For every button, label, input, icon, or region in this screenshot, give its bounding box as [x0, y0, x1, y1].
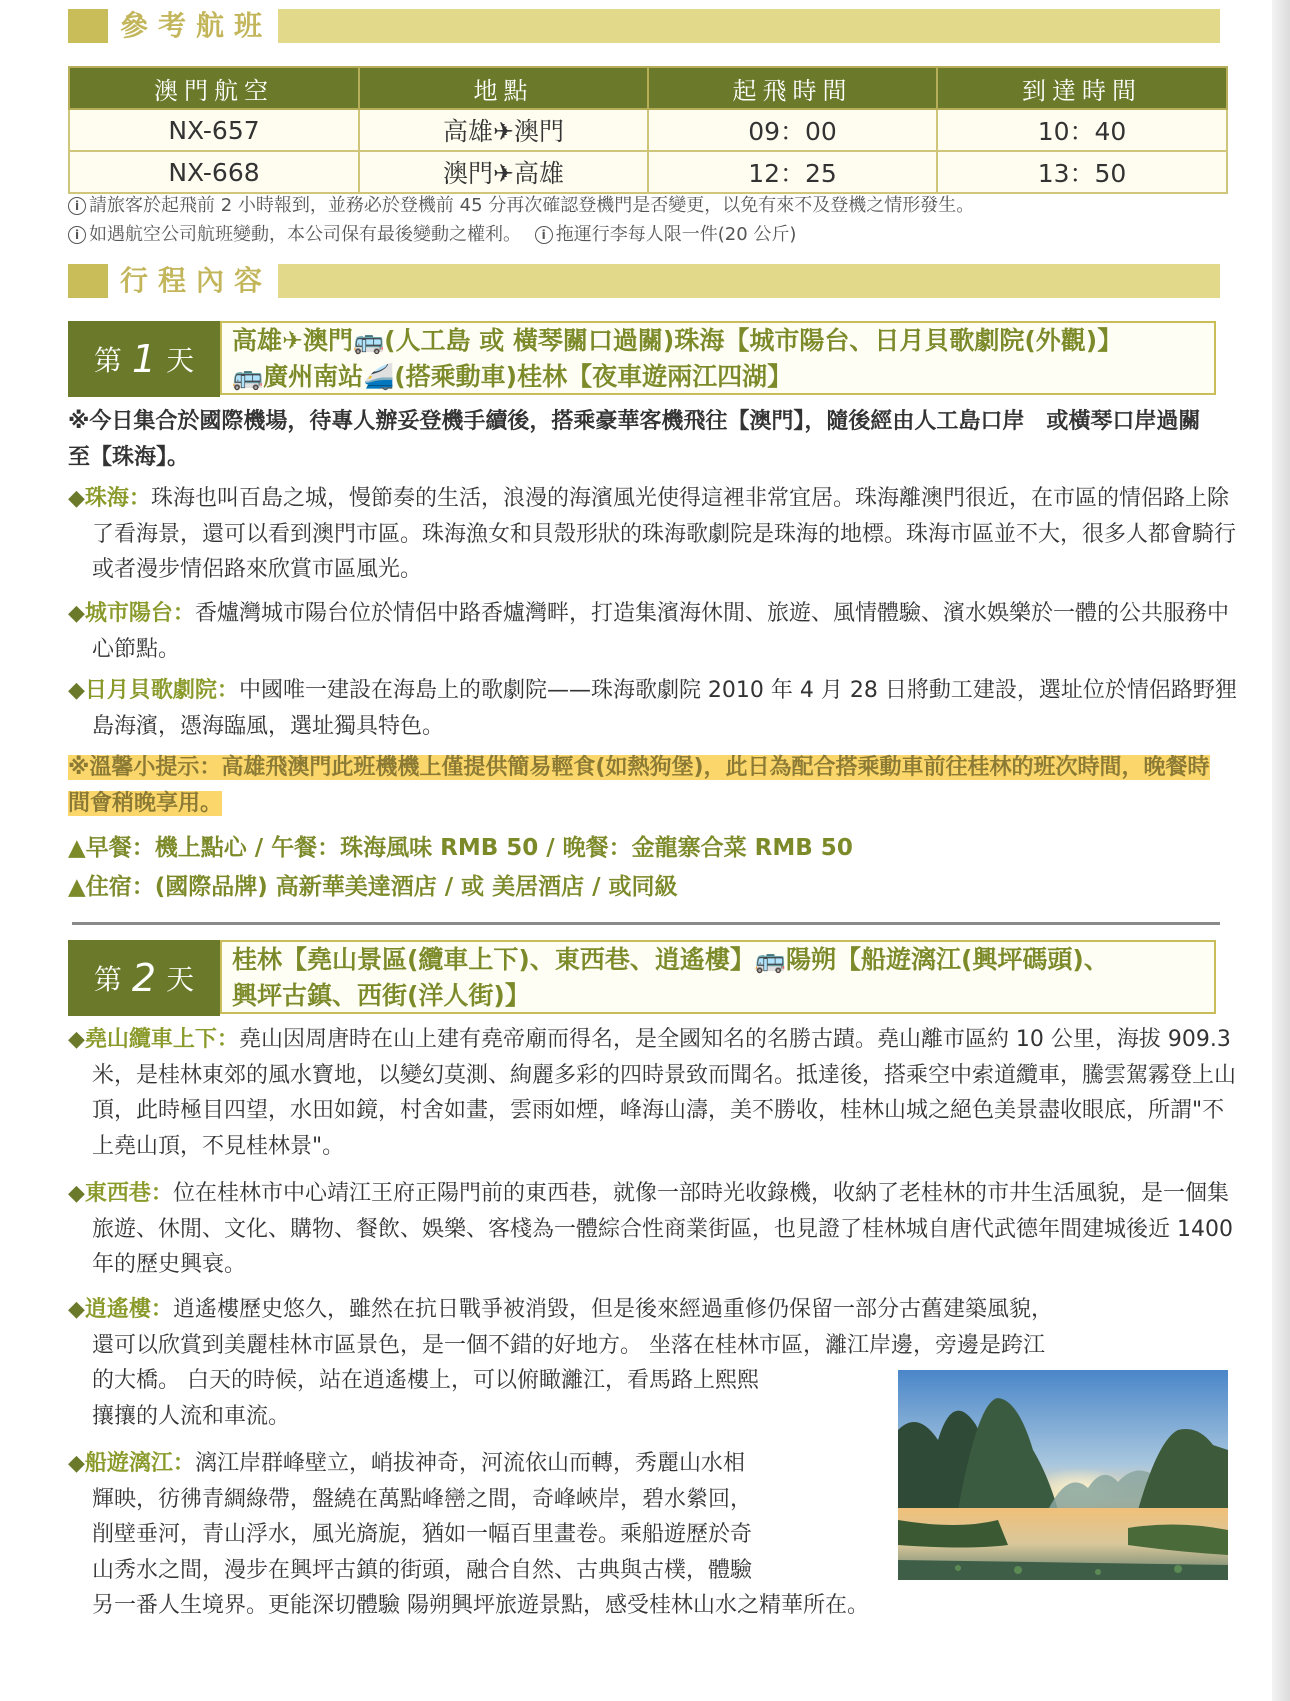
- day-2-badge: 第 2 天: [68, 940, 220, 1016]
- landscape-image: [898, 1370, 1228, 1580]
- table-cell: 12：25: [648, 151, 937, 193]
- list-item: ◆船遊漓江：漓江岸群峰壁立，峭拔神奇，河流依山而轉，秀麗山水相 輝映，彷彿青綢綠帶，盤繞在萬點峰巒之間，奇峰峽岸，碧水縈回， 削壁垂河，青山浮水，風光旖旎，猶如一幅百里畫卷。乘船遊歷於奇 山秀水之間，漫步在興坪古鎮的街頭，融合自然、古典與古樸，體驗 另一番人生境界。更能深切體驗 陽朔興坪旅遊景點，感受桂林山水之精華所在。: [68, 1451, 869, 1618]
- table-cell: 13：50: [937, 151, 1227, 193]
- flight-note-1: i 請旅客於起飛前 2 小時報到，並務必於登機前 45 分再次確認登機門是否變更，以免有來不及登機之情形發生。: [68, 191, 974, 217]
- flight-section-header: [68, 9, 1220, 43]
- list-item: ◆東西巷：位在桂林市中心靖江王府正陽門前的東西巷，就像一部時光收錄機，收納了老桂林的市井生活風貌，是一個集旅遊、休閒、文化、購物、餐飲、娛樂、客棧為一體綜合性商業街區，也見證了桂林城自唐代武德年間建城後近 1400 年的歷史興衰。: [68, 1181, 1233, 1277]
- flight-table: [68, 66, 1228, 194]
- list-item: ◆城市陽台：香爐灣城市陽台位於情侶中路香爐灣畔，打造集濱海休閒、旅遊、風情體驗、濱水娛樂於一體的公共服務中心節點。: [68, 601, 1229, 662]
- day-1-title: 高雄✈澳門🚌(人工島 或 橫琴關口過關)珠海【城市陽台、日月貝歌劇院(外觀)】 🚌廣州南站🚄(搭乘動車)桂林【夜車遊兩江四湖】: [220, 321, 1216, 395]
- day-1-tip: ※溫馨小提示：高雄飛澳門此班機機上僅提供簡易輕食(如熱狗堡)，此日為配合搭乘動車前往桂林的班次時間，晚餐時間會稍晚享用。: [68, 755, 1210, 816]
- day-1-hotel: ▲住宿：(國際品牌) 高新華美達酒店 / 或 美居酒店 / 或同級: [68, 874, 678, 900]
- list-item: ◆珠海：珠海也叫百島之城，慢節奏的生活，浪漫的海濱風光使得這裡非常宜居。珠海離澳門很近，在市區的情侶路上除了看海景，還可以看到澳門市區。珠海漁女和貝殼形狀的珠海歌劇院是珠海的地標。珠海市區並不大，很多人都會騎行或者漫步情侶路來欣賞市區風光。: [68, 486, 1237, 582]
- list-item: ◆日月貝歌劇院：中國唯一建設在海島上的歌劇院——珠海歌劇院 2010 年 4 月 28 日將動工建設，選址位於情侶路野狸島海濱，憑海臨風，選址獨具特色。: [68, 678, 1237, 739]
- column-header: 起飛時間: [648, 67, 937, 109]
- table-cell: 10：40: [937, 109, 1227, 151]
- itinerary-section-title: 行程內容: [120, 264, 273, 297]
- flight-note-2: i 如遇航空公司航班變動，本公司保有最後變動之權利。 i 拖運行李每人限一件(20 公斤): [68, 220, 796, 246]
- table-row: [69, 109, 1227, 151]
- day-1-badge: 第 1 天: [68, 321, 220, 397]
- info-icon: i: [68, 197, 86, 215]
- day-1-header: [68, 321, 1220, 397]
- list-item: ◆堯山纜車上下：堯山因周唐時在山上建有堯帝廟而得名，是全國知名的名勝古蹟。堯山離市區約 10 公里，海拔 909.3 米，是桂林東郊的風水寶地，以變幻莫測、絢麗多彩的四時景致而聞名。抵達後，搭乘空中索道纜車，騰雲駕霧登上山頂，此時極目四望，水田如鏡，村舍如畫，雲雨如煙，峰海山濤，美不勝收，桂林山城之絕色美景盡收眼底，所謂"不上堯山頂，不見桂林景"。: [68, 1027, 1237, 1159]
- column-header: 澳門航空: [69, 67, 359, 109]
- day-1-intro: ※今日集合於國際機場，待專人辦妥登機手續後，搭乘豪華客機飛往【澳門】，隨後經由人工島口岸 或橫琴口岸過關至【珠海】。: [68, 409, 1201, 470]
- li-river-photo: [898, 1370, 1228, 1580]
- table-cell: 高雄✈澳門: [359, 109, 648, 151]
- flight-table-header-row: [69, 67, 1227, 109]
- info-icon: i: [535, 226, 553, 244]
- info-icon: i: [68, 226, 86, 244]
- page-edge-shadow: [1272, 0, 1290, 1701]
- column-header: 到達時間: [937, 67, 1227, 109]
- day-1-meals: ▲早餐：機上點心 / 午餐：珠海風味 RMB 50 / 晚餐：金龍寨合菜 RMB 50: [68, 835, 853, 861]
- table-cell: 澳門✈高雄: [359, 151, 648, 193]
- table-cell: NX-657: [69, 109, 359, 151]
- day-2-header: [68, 940, 1220, 1016]
- flight-section-title: 參考航班: [120, 9, 273, 42]
- day-2-title: 桂林【堯山景區(纜車上下)、東西巷、逍遙樓】🚌陽朔【船遊漓江(興坪碼頭)、 興坪古鎮、西街(洋人街)】: [220, 940, 1216, 1014]
- table-cell: 09：00: [648, 109, 937, 151]
- list-item: ◆逍遙樓：逍遙樓歷史悠久，雖然在抗日戰爭被消毀，但是後來經過重修仍保留一部分古舊建築風貌， 還可以欣賞到美麗桂林市區景色，是一個不錯的好地方。 坐落在桂林市區，灕江岸邊，旁邊是跨江 的大橋。 白天的時候，站在逍遙樓上，可以俯瞰灕江，看馬路上熙熙 攘攘的人流和車流。: [68, 1297, 1053, 1429]
- column-header: 地點: [359, 67, 648, 109]
- divider: [72, 922, 1220, 925]
- itinerary-section-header: [68, 264, 1220, 298]
- table-row: [69, 151, 1227, 193]
- table-cell: NX-668: [69, 151, 359, 193]
